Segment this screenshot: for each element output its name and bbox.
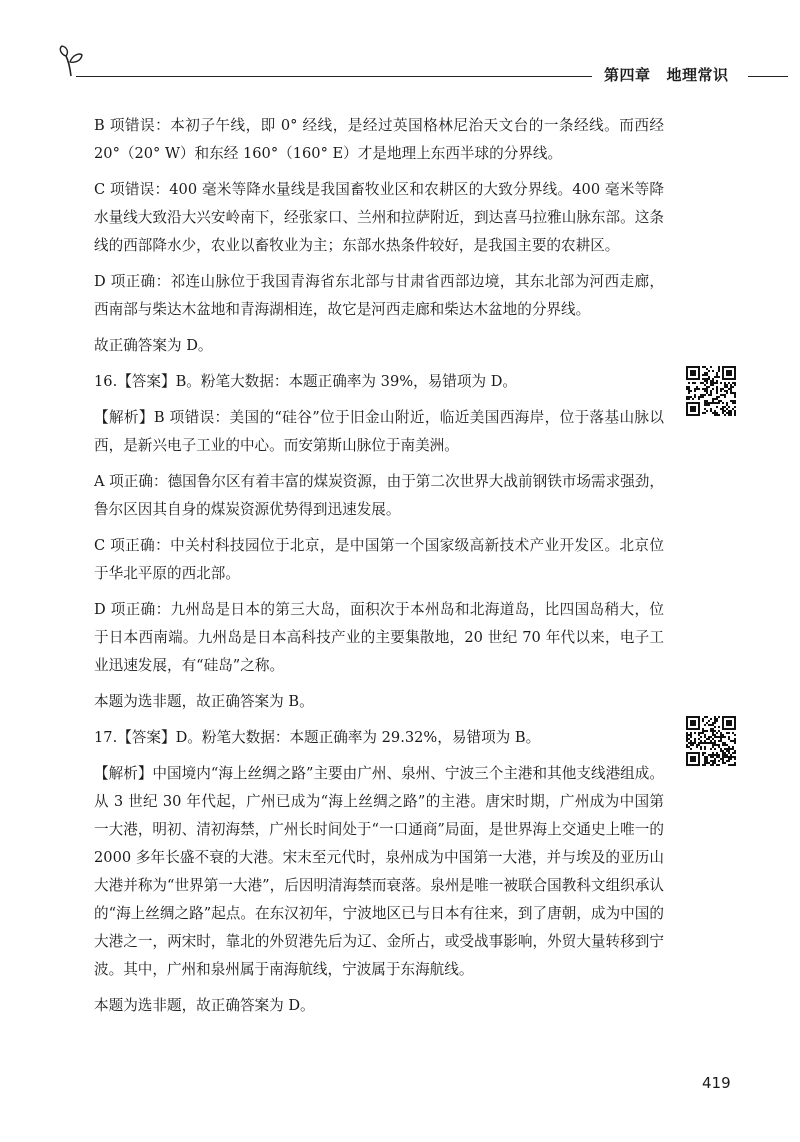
paragraph-q17-answer: 17.【答案】D。粉笔大数据：本题正确率为 29.32%，易错项为 B。 — [94, 729, 541, 746]
chapter-title — [604, 64, 729, 85]
paragraph-c-wrong: C 项错误：400 毫米等降水量线是我国畜牧业区和农耕区的大致分界线。400 毫米等降水量线大致沿大兴安岭南下，经张家口、兰州和拉萨附近，到达喜马拉雅山脉东部。这条线的西部降水少，农业以畜牧业为主；东部水热条件较好，是我国主要的农耕区。 — [94, 181, 664, 254]
paragraph-answer-15: 故正确答案为 D。 — [94, 337, 213, 354]
paragraph-q17-conclusion: 本题为选非题，故正确答案为 D。 — [94, 997, 315, 1014]
header-rule — [76, 76, 592, 77]
paragraph-q16-a: A 项正确：德国鲁尔区有着丰富的煤炭资源，由于第二次世界大战前钢铁市场需求强劲，鲁尔区因其自身的煤炭资源优势得到迅速发展。 — [94, 473, 664, 518]
header-rule-end — [748, 76, 788, 77]
leaf-icon — [58, 44, 84, 78]
qr-code-q17[interactable] — [686, 716, 736, 766]
chapter-number: 第四章 — [604, 66, 651, 84]
paragraph-b-wrong: B 项错误：本初子午线，即 0° 经线，是经过英国格林尼治天文台的一条经线。而西经 20°（20° W）和东经 160°（160° E）才是地理上东西半球的分界线。 — [94, 117, 664, 162]
page-number: 419 — [702, 1074, 731, 1092]
page-body — [94, 112, 664, 1028]
chapter-section: 地理常识 — [666, 66, 729, 84]
paragraph-q16-d: D 项正确：九州岛是日本的第三大岛，面积次于本州岛和北海道岛，比四国岛稍大，位于日本西南端。九州岛是日本高科技产业的主要集散地，20 世纪 70 年代以来，电子工业迅速发展，有“硅岛”之称。 — [94, 601, 664, 674]
paragraph-d-correct: D 项正确：祁连山脉位于我国青海省东北部与甘肃省西部边境，其东北部为河西走廊，西南部与柴达木盆地和青海湖相连，故它是河西走廊和柴达木盆地的分界线。 — [94, 273, 664, 318]
paragraph-q17-analysis: 【解析】中国境内“海上丝绸之路”主要由广州、泉州、宁波三个主港和其他支线港组成。从 3 世纪 30 年代起，广州已成为“海上丝绸之路”的主港。唐宋时期，广州成为中国第一大港，明初、清初海禁，广州长时间处于“一口通商”局面，是世界海上交通史上唯一的 2000 多年长盛不衰的大港。宋末至元代时，泉州成为中国第一大港，并与埃及的亚历山大港并称为“世界第一大港”，后因明清海禁而衰落。泉州是唯一被联合国教科文组织承认的“海上丝绸之路”起点。在东汉初年，宁波地区已与日本有往来，到了唐朝，成为中国的大港之一，两宋时，靠北的外贸港先后为辽、金所占，或受战事影响，外贸大量转移到宁波。其中，广州和泉州属于南海航线，宁波属于东海航线。 — [94, 765, 664, 978]
qr-code-q16[interactable] — [686, 366, 736, 416]
paragraph-q16-c: C 项正确：中关村科技园位于北京，是中国第一个国家级高新技术产业开发区。北京位于华北平原的西北部。 — [94, 537, 664, 582]
page-header — [0, 0, 800, 90]
paragraph-q16-analysis: 【解析】B 项错误：美国的“硅谷”位于旧金山附近，临近美国西海岸，位于落基山脉以西，是新兴电子工业的中心。而安第斯山脉位于南美洲。 — [94, 409, 664, 454]
paragraph-q16-answer: 16.【答案】B。粉笔大数据：本题正确率为 39%，易错项为 D。 — [94, 373, 518, 390]
paragraph-q16-conclusion: 本题为选非题，故正确答案为 B。 — [94, 693, 314, 710]
